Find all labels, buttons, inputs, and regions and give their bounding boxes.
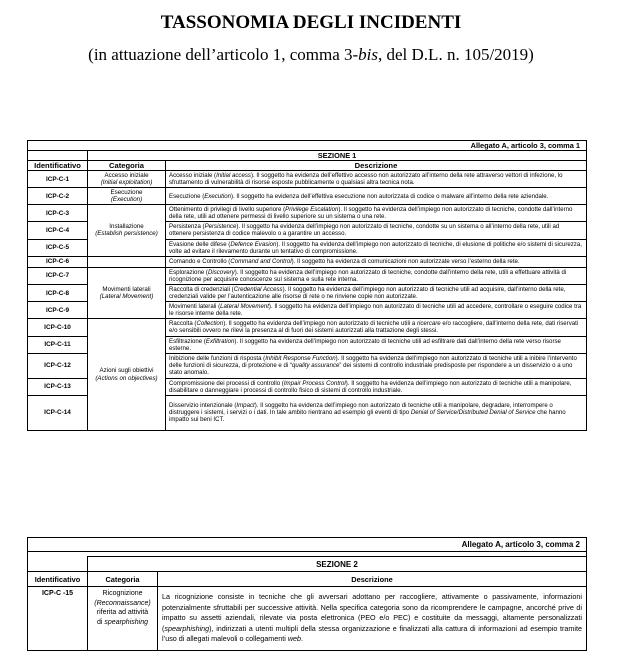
row-category: Ricognizione (Reconnaissance) riferita ad attività di spearphishing (88, 587, 158, 651)
row-description: Disservizio intenzionale (Impact). Il soggetto ha evidenza dell’impiego non autorizzato di tecniche utili a manipolare, degradare, interrompere o distruggere i sistemi, i servizi o i dati. In tale ambito rientrano ad esempio gli eventi di tipo Denial of Service/Distributed Denial of Service che hanno impatto sui beni ICT. (166, 395, 587, 430)
row-category (88, 256, 166, 267)
row-identifier: ICP-C-8 (28, 284, 88, 301)
column-header-identificativo: Identificativo (28, 161, 88, 171)
table-row (28, 171, 587, 188)
row-description: Accesso iniziale (Initial access). Il soggetto ha evidenza dell’effettivo accesso non autorizzato all’interno della rete attraverso vettori di infezione, lo sfruttamento di vulnerabilità di risorse esposte pubblicamente o qualsiasi altra tecnica nota. (166, 171, 587, 188)
table-row (28, 267, 587, 284)
row-identifier: ICP-C -15 (28, 587, 88, 651)
row-description: Esfiltrazione (Exfiltration). Il soggetto ha evidenza dell’impiego non autorizzato di tecniche utili ad esfiltrare dati dall’interno della rete verso risorse esterne. (166, 336, 587, 353)
row-description: Raccolta di credenziali (Credential Access). Il soggetto ha evidenza dell’impiego non autorizzato di tecniche utili ad acquisire, dall’interno della rete, credenziali valide per l’autenticazione alle risorse di rete o ne rinviene copie non autorizzate. (166, 284, 587, 301)
table-row (28, 256, 587, 267)
document-title: TASSONOMIA DEGLI INCIDENTI (160, 12, 462, 33)
category-movimenti: Movimenti laterali (Lateral Movement) (88, 267, 166, 319)
row-description: Raccolta (Collection). Il soggetto ha evidenza dell’impiego non autorizzato di tecniche utili a ricercare e/o raccogliere, dall’interno della rete, dati riservati e/o sensibili ovvero ne rilevi la presenza al di fuori dei sistemi autorizzati alla trattazione degli stessi. (166, 319, 587, 336)
row-category: Esecuzione (Execution) (88, 188, 166, 205)
column-header-descrizione: Descrizione (166, 161, 587, 171)
row-identifier: ICP-C-7 (28, 267, 88, 284)
row-description: Inibizione delle funzioni di risposta (Inhibit Response Function). Il soggetto ha evidenza dell’impiego non autorizzato di tecniche utili a inibire l’intervento delle funzioni di sicurezza, di protezione e di “quality assurance” dei sistemi di controllo industriale predisposte per rispondere a un disservizio o a uno stato anomalo. (166, 353, 587, 378)
section-1-rows (28, 171, 587, 431)
row-identifier: ICP-C-10 (28, 319, 88, 336)
row-identifier: ICP-C-4 (28, 222, 88, 239)
table-row (28, 319, 587, 336)
row-identifier: ICP-C-1 (28, 171, 88, 188)
row-description: Compromissione dei processi di controllo (Impair Process Control). Il soggetto ha evidenza dell’impiego non autorizzato di tecniche utili a manipolare, disabilitare o danneggiare i processi di controllo fisico di sistemi di controllo industriale. (166, 378, 587, 395)
category-installazione: Installazione (Establish persistence) (88, 205, 166, 257)
section-1-table (27, 140, 587, 431)
allegato-label: Allegato A, articolo 3, comma 2 (28, 538, 587, 552)
section-heading: SEZIONE 2 (88, 557, 587, 572)
row-identifier: ICP-C-9 (28, 302, 88, 319)
document-subtitle: (in attuazione dell’articolo 1, comma 3-bis, del D.L. n. 105/2019) (88, 45, 534, 64)
row-description: Movimenti laterali (Lateral Movement). Il soggetto ha evidenza dell’impiego non autorizzato di tecniche utili ad accedere, controllare o eseguire codice tra le risorse interne della rete. (166, 302, 587, 319)
row-identifier: ICP-C-5 (28, 239, 88, 256)
row-description: La ricognizione consiste in tecniche che gli avversari adottano per raccogliere, attivamente o passivamente, informazioni potenzialmente sfruttabili per successive attività. Nella specifica categoria sono da ricomprendere le campagne, ancorché prive di impatto su assetti aziendali, rilevate via posta elettronica (PEO e/o PEC) e costituite da messaggi, altamente personalizzati (spearphishing), indirizzati a utenti multipli della stessa organizzazione e finalizzati alla cattura di informazioni ad esempio tramite l’uso di allegati malevoli o collegamenti web. (158, 587, 587, 651)
row-identifier: ICP-C-12 (28, 353, 88, 378)
table-row (28, 205, 587, 222)
row-identifier: ICP-C-2 (28, 188, 88, 205)
row-identifier: ICP-C-11 (28, 336, 88, 353)
row-identifier: ICP-C-14 (28, 395, 88, 430)
row-category: Accesso iniziale (Initial exploitation) (88, 171, 166, 188)
column-header-descrizione: Descrizione (158, 572, 587, 587)
row-description: Persistenza (Persistence). Il soggetto ha evidenza dell’impiego non autorizzato di tecniche, condotte su un sistema o all’interno della rete, utili ad ottenere persistenza di codice malevolo o a garantire un accesso. (166, 222, 587, 239)
column-header-categoria: Categoria (88, 161, 166, 171)
section-2-table (27, 537, 587, 651)
allegato-label: Allegato A, articolo 3, comma 1 (28, 141, 587, 151)
row-description: Esplorazione (Discovery). Il soggetto ha evidenza dell’impiego non autorizzato di tecniche, condotte dall’interno della rete, utili a effettuare attività di ricognizione per acquisire conoscenze sul sistema e sulla rete interna. (166, 267, 587, 284)
row-description: Ottenimento di privilegi di livello superiore (Privilege Escalation). Il soggetto ha evidenza dell’impiego non autorizzato di tecniche, condotte dall’interno della rete, utili ad ottenere permessi di livello superiore su un sistema o una rete. (166, 205, 587, 222)
column-header-categoria: Categoria (88, 572, 158, 587)
row-description: Esecuzione (Execution). Il soggetto ha evidenza dell’effettiva esecuzione non autorizzata di codice o malware all’interno della rete aziendale. (166, 188, 587, 205)
table-row (28, 587, 587, 651)
row-identifier: ICP-C-3 (28, 205, 88, 222)
row-identifier: ICP-C-13 (28, 378, 88, 395)
section-heading: SEZIONE 1 (88, 151, 587, 161)
row-description: Comando e Controllo (Command and Control). Il soggetto ha evidenza di comunicazioni non autorizzate verso l’esterno della rete. (166, 256, 587, 267)
column-header-identificativo: Identificativo (28, 572, 88, 587)
row-identifier: ICP-C-6 (28, 256, 88, 267)
table-row (28, 188, 587, 205)
row-description: Evasione delle difese (Defence Evasion). Il soggetto ha evidenza dell’impiego non autorizzato di tecniche, di elusione di politiche e/o sistemi di sicurezza, volte ad evitare il rilevamento durante un tentativo di compromissione. (166, 239, 587, 256)
category-azioni: Azioni sugli obiettivi (Actions on objectives) (88, 319, 166, 431)
